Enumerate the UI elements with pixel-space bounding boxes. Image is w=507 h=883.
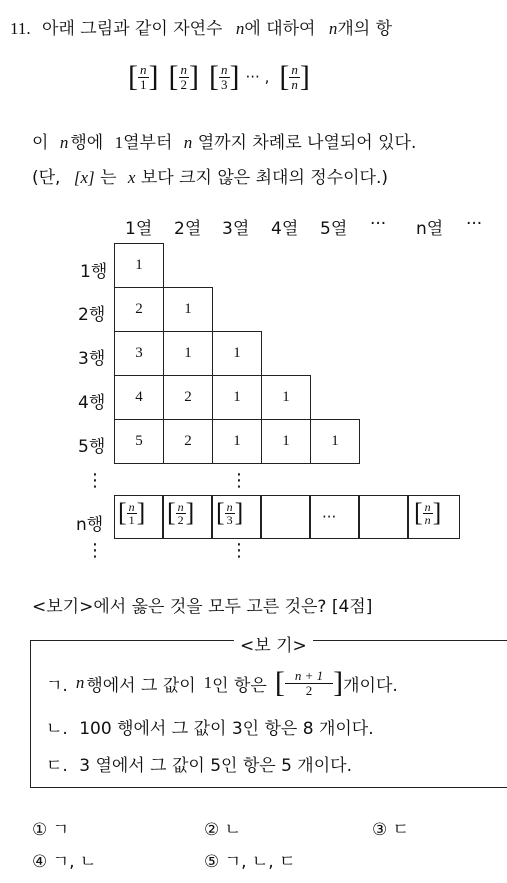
table-cell: 2	[114, 287, 164, 332]
choice-2[interactable]: ② ㄴ	[204, 820, 242, 840]
table-cell: 1	[261, 419, 311, 464]
table-cell: 4	[114, 375, 164, 420]
vdots-mid-bottom: ⋮	[230, 540, 248, 561]
bogi-item-2: ㄴ. 100 행에서 그 값이 3인 항은 8 개이다.	[46, 719, 374, 739]
table-cell: 1	[212, 375, 262, 420]
choice-5[interactable]: ⑤ ㄱ, ㄴ, ㄷ	[204, 852, 296, 872]
table-cell: 5	[114, 419, 164, 464]
col-header-trailing-dots: ···	[466, 214, 483, 234]
n-variable: n	[183, 133, 193, 152]
table-cell: 1	[163, 331, 213, 376]
col-header-dots: ···	[370, 214, 387, 234]
choice-1[interactable]: ① ㄱ	[32, 820, 70, 840]
vdots-left-bottom: ⋮	[86, 540, 104, 561]
intro-text-2: 에 대하여	[244, 19, 316, 39]
question-text: <보기>에서 옳은 것을 모두 고른 것은? [4점]	[32, 597, 373, 617]
nrow-cell-4	[261, 495, 310, 539]
col-header-3: 3열	[222, 219, 250, 239]
table-cell: 1	[212, 419, 262, 464]
problem-number: 11.	[10, 19, 31, 38]
table-cell: 3	[114, 331, 164, 376]
table-cell: 2	[163, 419, 213, 464]
choice-3[interactable]: ③ ㄷ	[372, 820, 410, 840]
n-variable: n	[59, 133, 69, 152]
nrow-term-1: [ $\frac{n}{1}$ ]	[118, 498, 146, 527]
floor-term-3: $\frac{n}{3}$	[221, 61, 228, 92]
vdots-mid: ⋮	[230, 470, 248, 491]
n-variable: n	[328, 19, 338, 38]
intro-text-1: 아래 그림과 같이 자연수	[42, 19, 223, 39]
floor-term-1: $\frac{n}{1}$	[140, 61, 147, 92]
table-cell: 2	[163, 375, 213, 420]
nrow-dots: ···	[322, 508, 337, 526]
bogi-fraction: $\frac{n + 1}{2}$	[285, 669, 333, 698]
row-header-1: 1행	[80, 262, 108, 282]
nrow-term-2: [ $\frac{n}{2}$ ]	[167, 498, 195, 527]
nrow-term-3: [ $\frac{n}{3}$ ]	[216, 498, 244, 527]
row-header-n: n행	[76, 515, 104, 535]
table-cell: 1	[310, 419, 360, 464]
n-variable: n	[75, 673, 85, 692]
row-header-2: 2행	[78, 305, 106, 325]
problem-line-2: 이 n 행에 1열부터 n 열까지 차례로 나열되어 있다.	[32, 133, 417, 153]
col-header-n: n열	[416, 219, 444, 239]
row-header-5: 5행	[78, 437, 106, 457]
problem-line-1	[10, 14, 392, 39]
n-variable: n	[235, 19, 245, 38]
nrow-cell-6	[359, 495, 408, 539]
table-cell: 1	[212, 331, 262, 376]
bogi-item-1: ㄱ. n 행에서 그 값이 1 인 항은 [ $\frac{n + 1}{2}$ ] 개이다.	[46, 666, 398, 699]
col-header-4: 4열	[271, 219, 299, 239]
floor-term-2: $\frac{n}{2}$	[180, 61, 187, 92]
vdots-left: ⋮	[86, 470, 104, 491]
col-header-5: 5열	[320, 219, 348, 239]
choice-4[interactable]: ④ ㄱ, ㄴ	[32, 852, 97, 872]
table-cell: 1	[163, 287, 213, 332]
col-header-2: 2열	[174, 219, 202, 239]
problem-line-3: (단, [x] 는 x 보다 크지 않은 최대의 정수이다.)	[32, 168, 388, 188]
intro-text-3: 개의 항	[337, 19, 393, 39]
nrow-term-n: [ $\frac{n}{n}$ ]	[414, 498, 442, 527]
bogi-item-3: ㄷ. 3 열에서 그 값이 5인 항은 5 개이다.	[46, 756, 352, 776]
sequence-ellipsis: ··· ,	[245, 68, 270, 86]
table-cell: 1	[114, 243, 164, 288]
floor-term-n: $\frac{n}{n}$	[291, 61, 298, 92]
sequence-terms: [ $\frac{n}{1}$ ] [ $\frac{n}{2}$ ] [ $\frac{n}{3}$ ] ··· , [ $\frac{n}{n}$ ]	[128, 60, 310, 93]
table-cell: 1	[261, 375, 311, 420]
col-header-1: 1열	[125, 219, 153, 239]
row-header-4: 4행	[78, 393, 106, 413]
bogi-title: <보 기>	[234, 631, 313, 656]
row-header-3: 3행	[78, 349, 106, 369]
